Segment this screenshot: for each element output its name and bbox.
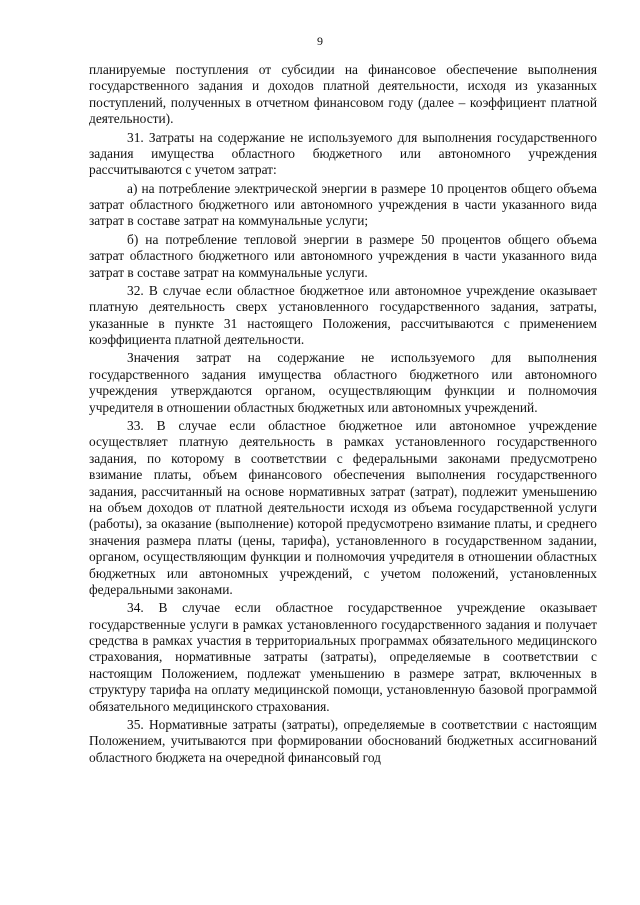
paragraph-continuation: планируемые поступления от субсидии на финансовое обеспечение выполнения государственного задания и доходов платной деятельности, исходя из указанных поступлений, полученных в отчетном финансовом году (далее – коэффициент платной деятельности). — [89, 62, 597, 127]
paragraph-item-35: 35. Нормативные затраты (затраты), определяемые в соответствии с настоящим Положением, учитываются при формировании обоснований бюджетных ассигнований областного бюджета на очередной финансовый год — [89, 716, 597, 765]
paragraph-item-34: 34. В случае если областное государственное учреждение оказывает государственные услуги в рамках установленного государственного задания и получает средства в рамках участия в территориальных программах обязательного медицинского страхования, нормативные затраты (затраты), определяемые в соответствии с настоящим Положением, подлежат уменьшению в размере затрат, включенных в структуру тарифа на оплату медицинской помощи, установленную базовой программой обязательного медицинского страхования. — [89, 600, 597, 714]
paragraph-subitem-b: б) на потребление тепловой энергии в размере 50 процентов общего объема затрат областного бюджетного или автономного учреждения в части указанного вида затрат в составе затрат на коммунальные услуги. — [89, 231, 597, 280]
paragraph-item-33: 33. В случае если областное бюджетное или автономное учреждение осуществляет платную деятельность в рамках установленного государственного задания, по которому в соответствии с федеральными законами предусмотрено взимание платы, объем финансового обеспечения выполнения государственного задания, рассчитанный на основе нормативных затрат (затрат), подлежит уменьшению на объем доходов от платной деятельности исходя из объема государственной услуги (работы), за оказание (выполнение) которой предусмотрено взимание платы, и среднего значения размера платы (цены, тарифа), установленного в государственном задании, органом, осуществляющим функции и полномочия учредителя в отношении областных бюджетных или автономных учреждений, с учетом положений, установленных федеральными законами. — [89, 417, 597, 597]
page-number: 9 — [317, 34, 323, 48]
paragraph-item-32-values: Значения затрат на содержание не используемого для выполнения государственного задания имущества областного бюджетного или автономного учреждения утверждаются органом, осуществляющим функции и полномочия учредителя в отношении областных бюджетных или автономных учреждений. — [89, 350, 597, 415]
paragraph-item-31: 31. Затраты на содержание не используемого для выполнения государственного задания имущества областного бюджетного или автономного учреждения рассчитываются с учетом затрат: — [89, 129, 597, 178]
paragraph-item-32: 32. В случае если областное бюджетное или автономное учреждение оказывает платную деятельность сверх установленного государственного задания, затраты, указанные в пункте 31 настоящего Положения, рассчитываются с применением коэффициента платной деятельности. — [89, 282, 597, 348]
document-body — [89, 62, 597, 768]
paragraph-subitem-a: а) на потребление электрической энергии в размере 10 процентов общего объема затрат областного бюджетного или автономного учреждения в части указанного вида затрат в составе затрат на коммунальные услуги; — [89, 180, 597, 229]
